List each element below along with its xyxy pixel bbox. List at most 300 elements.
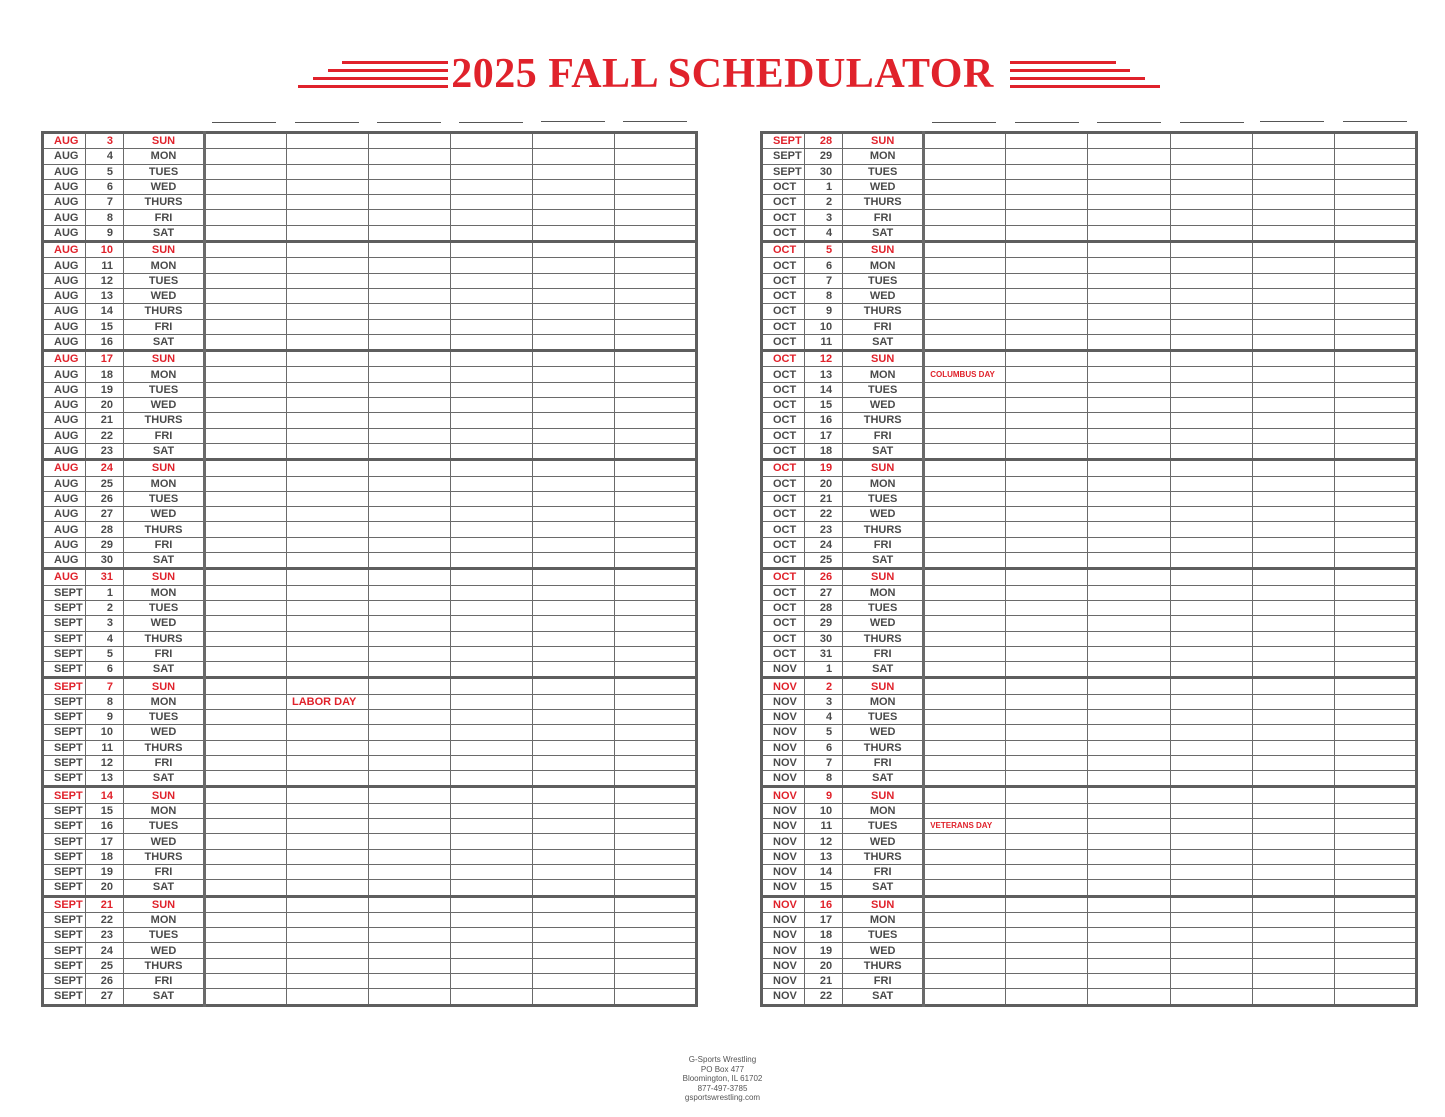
schedule-blank-cell[interactable]: [1334, 600, 1416, 615]
schedule-blank-cell[interactable]: [1334, 242, 1416, 258]
schedule-blank-cell[interactable]: [205, 709, 287, 724]
schedule-blank-cell[interactable]: [1088, 367, 1170, 382]
schedule-blank-cell[interactable]: [615, 398, 697, 413]
schedule-blank-cell[interactable]: [1252, 537, 1334, 552]
schedule-blank-cell[interactable]: [924, 334, 1006, 350]
schedule-blank-cell[interactable]: [287, 428, 369, 443]
schedule-blank-cell[interactable]: [1252, 273, 1334, 288]
schedule-blank-cell[interactable]: [287, 382, 369, 397]
schedule-blank-cell[interactable]: [1334, 507, 1416, 522]
schedule-blank-cell[interactable]: [1170, 725, 1252, 740]
schedule-blank-cell[interactable]: [287, 319, 369, 334]
schedule-blank-cell[interactable]: [533, 210, 615, 225]
schedule-blank-cell[interactable]: [1334, 989, 1416, 1005]
schedule-blank-cell[interactable]: [205, 413, 287, 428]
schedule-blank-cell[interactable]: [205, 958, 287, 973]
schedule-blank-cell[interactable]: [1088, 880, 1170, 896]
schedule-blank-cell[interactable]: [1334, 569, 1416, 585]
schedule-blank-cell[interactable]: [1006, 304, 1088, 319]
schedule-blank-cell[interactable]: [287, 600, 369, 615]
schedule-blank-cell[interactable]: [451, 164, 533, 179]
schedule-blank-cell[interactable]: [1170, 585, 1252, 600]
schedule-blank-cell[interactable]: [369, 803, 451, 818]
schedule-blank-cell[interactable]: [1334, 585, 1416, 600]
schedule-blank-cell[interactable]: [615, 771, 697, 787]
schedule-blank-cell[interactable]: [1252, 460, 1334, 476]
schedule-blank-cell[interactable]: [615, 662, 697, 678]
schedule-blank-cell[interactable]: [615, 304, 697, 319]
schedule-blank-cell[interactable]: [1170, 258, 1252, 273]
schedule-blank-cell[interactable]: [533, 522, 615, 537]
schedule-blank-cell[interactable]: [205, 662, 287, 678]
schedule-blank-cell[interactable]: [1006, 631, 1088, 646]
schedule-blank-cell[interactable]: [205, 288, 287, 303]
schedule-blank-cell[interactable]: [369, 880, 451, 896]
schedule-blank-cell[interactable]: [924, 880, 1006, 896]
schedule-blank-cell[interactable]: [615, 600, 697, 615]
schedule-blank-cell[interactable]: [1006, 522, 1088, 537]
schedule-blank-cell[interactable]: [451, 678, 533, 694]
schedule-blank-cell[interactable]: [924, 849, 1006, 864]
schedule-blank-cell[interactable]: [1252, 819, 1334, 834]
schedule-blank-cell[interactable]: [1088, 819, 1170, 834]
schedule-blank-cell[interactable]: [1334, 522, 1416, 537]
schedule-blank-cell[interactable]: [924, 834, 1006, 849]
schedule-blank-cell[interactable]: [451, 537, 533, 552]
schedule-blank-cell[interactable]: [287, 569, 369, 585]
schedule-blank-cell[interactable]: [1252, 319, 1334, 334]
schedule-blank-cell[interactable]: [924, 803, 1006, 818]
schedule-blank-cell[interactable]: [1006, 616, 1088, 631]
schedule-blank-cell[interactable]: [615, 725, 697, 740]
schedule-blank-cell[interactable]: [1334, 725, 1416, 740]
schedule-blank-cell[interactable]: [1252, 428, 1334, 443]
schedule-blank-cell[interactable]: [1334, 460, 1416, 476]
schedule-blank-cell[interactable]: [533, 288, 615, 303]
schedule-blank-cell[interactable]: [369, 943, 451, 958]
schedule-blank-cell[interactable]: [1006, 164, 1088, 179]
schedule-blank-cell[interactable]: [1334, 896, 1416, 912]
schedule-blank-cell[interactable]: [533, 225, 615, 241]
schedule-blank-cell[interactable]: [205, 522, 287, 537]
schedule-blank-cell[interactable]: [205, 428, 287, 443]
schedule-blank-cell[interactable]: [1006, 646, 1088, 661]
schedule-blank-cell[interactable]: [1088, 319, 1170, 334]
schedule-blank-cell[interactable]: [369, 725, 451, 740]
schedule-blank-cell[interactable]: [1252, 880, 1334, 896]
schedule-blank-cell[interactable]: [533, 896, 615, 912]
schedule-blank-cell[interactable]: [1170, 382, 1252, 397]
schedule-blank-cell[interactable]: [1170, 896, 1252, 912]
schedule-blank-cell[interactable]: [451, 880, 533, 896]
schedule-blank-cell[interactable]: [287, 258, 369, 273]
schedule-blank-cell[interactable]: [533, 989, 615, 1005]
schedule-blank-cell[interactable]: [1170, 460, 1252, 476]
schedule-blank-cell[interactable]: [1088, 288, 1170, 303]
schedule-blank-cell[interactable]: [1252, 133, 1334, 149]
schedule-blank-cell[interactable]: [1170, 928, 1252, 943]
schedule-blank-cell[interactable]: [533, 631, 615, 646]
schedule-blank-cell[interactable]: [615, 413, 697, 428]
schedule-blank-cell[interactable]: [1170, 334, 1252, 350]
schedule-blank-cell[interactable]: [1170, 398, 1252, 413]
schedule-blank-cell[interactable]: [287, 304, 369, 319]
schedule-blank-cell[interactable]: [1170, 974, 1252, 989]
schedule-blank-cell[interactable]: [287, 367, 369, 382]
schedule-blank-cell[interactable]: [1334, 803, 1416, 818]
schedule-blank-cell[interactable]: [1252, 787, 1334, 803]
schedule-blank-cell[interactable]: [369, 367, 451, 382]
schedule-blank-cell[interactable]: [287, 195, 369, 210]
schedule-blank-cell[interactable]: [451, 819, 533, 834]
schedule-blank-cell[interactable]: [205, 694, 287, 709]
schedule-blank-cell[interactable]: [1252, 210, 1334, 225]
schedule-blank-cell[interactable]: [287, 896, 369, 912]
schedule-blank-cell[interactable]: [287, 413, 369, 428]
schedule-blank-cell[interactable]: [451, 398, 533, 413]
schedule-blank-cell[interactable]: [1088, 553, 1170, 569]
schedule-blank-cell[interactable]: [287, 398, 369, 413]
schedule-blank-cell[interactable]: [1334, 164, 1416, 179]
schedule-blank-cell[interactable]: [1252, 149, 1334, 164]
schedule-blank-cell[interactable]: [1252, 225, 1334, 241]
schedule-blank-cell[interactable]: [924, 787, 1006, 803]
schedule-blank-cell[interactable]: [1006, 585, 1088, 600]
schedule-blank-cell[interactable]: [615, 616, 697, 631]
schedule-blank-cell[interactable]: [369, 195, 451, 210]
schedule-blank-cell[interactable]: [615, 133, 697, 149]
schedule-blank-cell[interactable]: [1334, 195, 1416, 210]
schedule-blank-cell[interactable]: [451, 491, 533, 506]
schedule-blank-cell[interactable]: [1252, 709, 1334, 724]
schedule-blank-cell[interactable]: [615, 928, 697, 943]
schedule-blank-cell[interactable]: [369, 242, 451, 258]
schedule-blank-cell[interactable]: [451, 616, 533, 631]
schedule-blank-cell[interactable]: [1006, 288, 1088, 303]
schedule-blank-cell[interactable]: [533, 258, 615, 273]
schedule-blank-cell[interactable]: [1170, 943, 1252, 958]
schedule-blank-cell[interactable]: [1006, 569, 1088, 585]
schedule-blank-cell[interactable]: [287, 662, 369, 678]
schedule-blank-cell[interactable]: [451, 989, 533, 1005]
schedule-blank-cell[interactable]: [1252, 522, 1334, 537]
schedule-blank-cell[interactable]: [451, 319, 533, 334]
schedule-blank-cell[interactable]: [533, 133, 615, 149]
schedule-blank-cell[interactable]: [205, 943, 287, 958]
schedule-blank-cell[interactable]: [1170, 491, 1252, 506]
schedule-blank-cell[interactable]: [1170, 242, 1252, 258]
schedule-blank-cell[interactable]: [924, 522, 1006, 537]
schedule-blank-cell[interactable]: [451, 864, 533, 879]
schedule-blank-cell[interactable]: [1006, 678, 1088, 694]
schedule-blank-cell[interactable]: [1170, 179, 1252, 194]
schedule-blank-cell[interactable]: [287, 646, 369, 661]
schedule-blank-cell[interactable]: [533, 819, 615, 834]
schedule-blank-cell[interactable]: [615, 880, 697, 896]
schedule-blank-cell[interactable]: [924, 210, 1006, 225]
schedule-blank-cell[interactable]: [533, 476, 615, 491]
schedule-blank-cell[interactable]: [287, 771, 369, 787]
schedule-blank-cell[interactable]: [1006, 413, 1088, 428]
schedule-blank-cell[interactable]: [1170, 351, 1252, 367]
schedule-blank-cell[interactable]: [924, 351, 1006, 367]
schedule-blank-cell[interactable]: [451, 725, 533, 740]
schedule-blank-cell[interactable]: [924, 428, 1006, 443]
schedule-blank-cell[interactable]: [533, 569, 615, 585]
schedule-blank-cell[interactable]: [1170, 553, 1252, 569]
schedule-blank-cell[interactable]: [369, 553, 451, 569]
schedule-blank-cell[interactable]: [615, 834, 697, 849]
schedule-blank-cell[interactable]: [1252, 694, 1334, 709]
schedule-blank-cell[interactable]: [1252, 242, 1334, 258]
schedule-blank-cell[interactable]: [369, 616, 451, 631]
schedule-blank-cell[interactable]: [287, 880, 369, 896]
schedule-blank-cell[interactable]: [451, 225, 533, 241]
schedule-blank-cell[interactable]: [369, 210, 451, 225]
schedule-blank-cell[interactable]: [205, 974, 287, 989]
schedule-blank-cell[interactable]: [1252, 507, 1334, 522]
schedule-blank-cell[interactable]: [1006, 133, 1088, 149]
schedule-blank-cell[interactable]: [1252, 491, 1334, 506]
schedule-blank-cell[interactable]: [369, 537, 451, 552]
schedule-blank-cell[interactable]: [287, 179, 369, 194]
schedule-blank-cell[interactable]: [287, 476, 369, 491]
schedule-blank-cell[interactable]: [924, 740, 1006, 755]
schedule-blank-cell[interactable]: [451, 179, 533, 194]
schedule-blank-cell[interactable]: [451, 849, 533, 864]
schedule-blank-cell[interactable]: [369, 896, 451, 912]
schedule-blank-cell[interactable]: [369, 819, 451, 834]
schedule-blank-cell[interactable]: [1334, 133, 1416, 149]
schedule-blank-cell[interactable]: [287, 725, 369, 740]
schedule-blank-cell[interactable]: [1252, 164, 1334, 179]
schedule-blank-cell[interactable]: [1088, 149, 1170, 164]
schedule-blank-cell[interactable]: [1088, 507, 1170, 522]
schedule-blank-cell[interactable]: [533, 195, 615, 210]
schedule-blank-cell[interactable]: [205, 149, 287, 164]
schedule-blank-cell[interactable]: [1334, 179, 1416, 194]
schedule-blank-cell[interactable]: [1088, 537, 1170, 552]
schedule-blank-cell[interactable]: [1006, 787, 1088, 803]
schedule-blank-cell[interactable]: [533, 725, 615, 740]
schedule-blank-cell[interactable]: [1088, 771, 1170, 787]
schedule-blank-cell[interactable]: [1252, 569, 1334, 585]
schedule-blank-cell[interactable]: [615, 694, 697, 709]
schedule-blank-cell[interactable]: [1334, 819, 1416, 834]
schedule-blank-cell[interactable]: [369, 258, 451, 273]
schedule-blank-cell[interactable]: [205, 755, 287, 770]
schedule-blank-cell[interactable]: [924, 678, 1006, 694]
schedule-blank-cell[interactable]: [924, 443, 1006, 459]
schedule-blank-cell[interactable]: [615, 443, 697, 459]
schedule-blank-cell[interactable]: [1088, 989, 1170, 1005]
schedule-blank-cell[interactable]: [924, 304, 1006, 319]
schedule-blank-cell[interactable]: [533, 491, 615, 506]
schedule-blank-cell[interactable]: [451, 974, 533, 989]
schedule-blank-cell[interactable]: [615, 678, 697, 694]
schedule-blank-cell[interactable]: [1334, 616, 1416, 631]
schedule-blank-cell[interactable]: [1088, 943, 1170, 958]
schedule-blank-cell[interactable]: [451, 351, 533, 367]
schedule-blank-cell[interactable]: [1170, 662, 1252, 678]
schedule-blank-cell[interactable]: [451, 585, 533, 600]
schedule-blank-cell[interactable]: [1006, 334, 1088, 350]
schedule-blank-cell[interactable]: [451, 367, 533, 382]
schedule-blank-cell[interactable]: [1252, 943, 1334, 958]
schedule-blank-cell[interactable]: [1334, 258, 1416, 273]
schedule-blank-cell[interactable]: [1088, 569, 1170, 585]
schedule-blank-cell[interactable]: [1088, 443, 1170, 459]
schedule-blank-cell[interactable]: [1334, 771, 1416, 787]
schedule-blank-cell[interactable]: [1006, 351, 1088, 367]
schedule-blank-cell[interactable]: [533, 912, 615, 927]
schedule-blank-cell[interactable]: [1088, 646, 1170, 661]
schedule-blank-cell[interactable]: [533, 740, 615, 755]
schedule-blank-cell[interactable]: [287, 443, 369, 459]
schedule-blank-cell[interactable]: [1088, 755, 1170, 770]
schedule-blank-cell[interactable]: [205, 912, 287, 927]
schedule-blank-cell[interactable]: [369, 179, 451, 194]
schedule-blank-cell[interactable]: [1006, 507, 1088, 522]
schedule-blank-cell[interactable]: [1006, 694, 1088, 709]
schedule-blank-cell[interactable]: [287, 491, 369, 506]
schedule-blank-cell[interactable]: [615, 787, 697, 803]
schedule-blank-cell[interactable]: [1252, 413, 1334, 428]
schedule-blank-cell[interactable]: [1088, 896, 1170, 912]
schedule-blank-cell[interactable]: [1334, 304, 1416, 319]
schedule-blank-cell[interactable]: [1334, 210, 1416, 225]
schedule-blank-cell[interactable]: [1334, 849, 1416, 864]
schedule-blank-cell[interactable]: [615, 258, 697, 273]
schedule-blank-cell[interactable]: [287, 958, 369, 973]
schedule-blank-cell[interactable]: [287, 553, 369, 569]
schedule-blank-cell[interactable]: [1170, 600, 1252, 615]
schedule-blank-cell[interactable]: [924, 537, 1006, 552]
schedule-blank-cell[interactable]: [369, 273, 451, 288]
schedule-blank-cell[interactable]: [369, 443, 451, 459]
schedule-blank-cell[interactable]: [615, 242, 697, 258]
schedule-blank-cell[interactable]: [1006, 958, 1088, 973]
schedule-blank-cell[interactable]: [1252, 834, 1334, 849]
schedule-blank-cell[interactable]: [1006, 476, 1088, 491]
schedule-blank-cell[interactable]: [369, 678, 451, 694]
schedule-blank-cell[interactable]: [205, 849, 287, 864]
schedule-blank-cell[interactable]: [205, 304, 287, 319]
schedule-blank-cell[interactable]: [1170, 367, 1252, 382]
schedule-blank-cell[interactable]: [205, 585, 287, 600]
schedule-blank-cell[interactable]: [1252, 398, 1334, 413]
schedule-blank-cell[interactable]: [287, 585, 369, 600]
schedule-blank-cell[interactable]: [1006, 242, 1088, 258]
schedule-blank-cell[interactable]: [205, 787, 287, 803]
schedule-blank-cell[interactable]: [533, 974, 615, 989]
schedule-blank-cell[interactable]: [1170, 646, 1252, 661]
schedule-blank-cell[interactable]: [369, 319, 451, 334]
schedule-blank-cell[interactable]: [205, 880, 287, 896]
schedule-blank-cell[interactable]: [205, 476, 287, 491]
schedule-blank-cell[interactable]: [369, 476, 451, 491]
schedule-blank-cell[interactable]: [615, 351, 697, 367]
schedule-blank-cell[interactable]: [1006, 662, 1088, 678]
schedule-blank-cell[interactable]: [287, 834, 369, 849]
schedule-blank-cell[interactable]: [1252, 662, 1334, 678]
schedule-blank-cell[interactable]: [1088, 974, 1170, 989]
schedule-blank-cell[interactable]: [1170, 803, 1252, 818]
schedule-blank-cell[interactable]: [205, 351, 287, 367]
schedule-blank-cell[interactable]: [1006, 273, 1088, 288]
schedule-blank-cell[interactable]: [205, 507, 287, 522]
schedule-blank-cell[interactable]: [1252, 631, 1334, 646]
schedule-blank-cell[interactable]: [1170, 631, 1252, 646]
schedule-blank-cell[interactable]: [1088, 740, 1170, 755]
schedule-blank-cell[interactable]: [533, 351, 615, 367]
schedule-blank-cell[interactable]: [1252, 585, 1334, 600]
schedule-blank-cell[interactable]: [287, 631, 369, 646]
schedule-blank-cell[interactable]: [615, 491, 697, 506]
schedule-blank-cell[interactable]: [533, 149, 615, 164]
schedule-blank-cell[interactable]: [1252, 443, 1334, 459]
schedule-blank-cell[interactable]: [1006, 974, 1088, 989]
schedule-blank-cell[interactable]: [1170, 537, 1252, 552]
schedule-blank-cell[interactable]: [1088, 179, 1170, 194]
schedule-blank-cell[interactable]: [1252, 351, 1334, 367]
schedule-blank-cell[interactable]: [1088, 133, 1170, 149]
schedule-blank-cell[interactable]: [1252, 553, 1334, 569]
schedule-blank-cell[interactable]: [205, 398, 287, 413]
schedule-blank-cell[interactable]: [615, 149, 697, 164]
schedule-blank-cell[interactable]: [1006, 943, 1088, 958]
schedule-blank-cell[interactable]: [369, 864, 451, 879]
schedule-blank-cell[interactable]: [1088, 678, 1170, 694]
schedule-blank-cell[interactable]: [924, 288, 1006, 303]
schedule-blank-cell[interactable]: [615, 864, 697, 879]
schedule-blank-cell[interactable]: [533, 880, 615, 896]
schedule-blank-cell[interactable]: [533, 164, 615, 179]
schedule-blank-cell[interactable]: [615, 631, 697, 646]
schedule-blank-cell[interactable]: [533, 413, 615, 428]
schedule-blank-cell[interactable]: [1170, 958, 1252, 973]
schedule-blank-cell[interactable]: [615, 507, 697, 522]
schedule-blank-cell[interactable]: [533, 460, 615, 476]
schedule-blank-cell[interactable]: [1006, 319, 1088, 334]
schedule-blank-cell[interactable]: [1006, 553, 1088, 569]
schedule-blank-cell[interactable]: [287, 989, 369, 1005]
schedule-blank-cell[interactable]: [615, 709, 697, 724]
schedule-blank-cell[interactable]: [924, 382, 1006, 397]
schedule-blank-cell[interactable]: [287, 210, 369, 225]
schedule-blank-cell[interactable]: [287, 522, 369, 537]
schedule-blank-cell[interactable]: [205, 258, 287, 273]
schedule-blank-cell[interactable]: [205, 225, 287, 241]
schedule-blank-cell[interactable]: [205, 443, 287, 459]
schedule-blank-cell[interactable]: [1252, 600, 1334, 615]
schedule-blank-cell[interactable]: [1252, 803, 1334, 818]
schedule-blank-cell[interactable]: [615, 319, 697, 334]
schedule-blank-cell[interactable]: [369, 771, 451, 787]
schedule-blank-cell[interactable]: [369, 662, 451, 678]
schedule-blank-cell[interactable]: [369, 398, 451, 413]
schedule-blank-cell[interactable]: [1334, 880, 1416, 896]
schedule-blank-cell[interactable]: [369, 585, 451, 600]
schedule-blank-cell[interactable]: [533, 678, 615, 694]
schedule-blank-cell[interactable]: [287, 288, 369, 303]
schedule-blank-cell[interactable]: [205, 179, 287, 194]
schedule-blank-cell[interactable]: [1006, 443, 1088, 459]
schedule-blank-cell[interactable]: [615, 896, 697, 912]
schedule-blank-cell[interactable]: [1334, 912, 1416, 927]
schedule-blank-cell[interactable]: [369, 225, 451, 241]
schedule-blank-cell[interactable]: [1006, 819, 1088, 834]
